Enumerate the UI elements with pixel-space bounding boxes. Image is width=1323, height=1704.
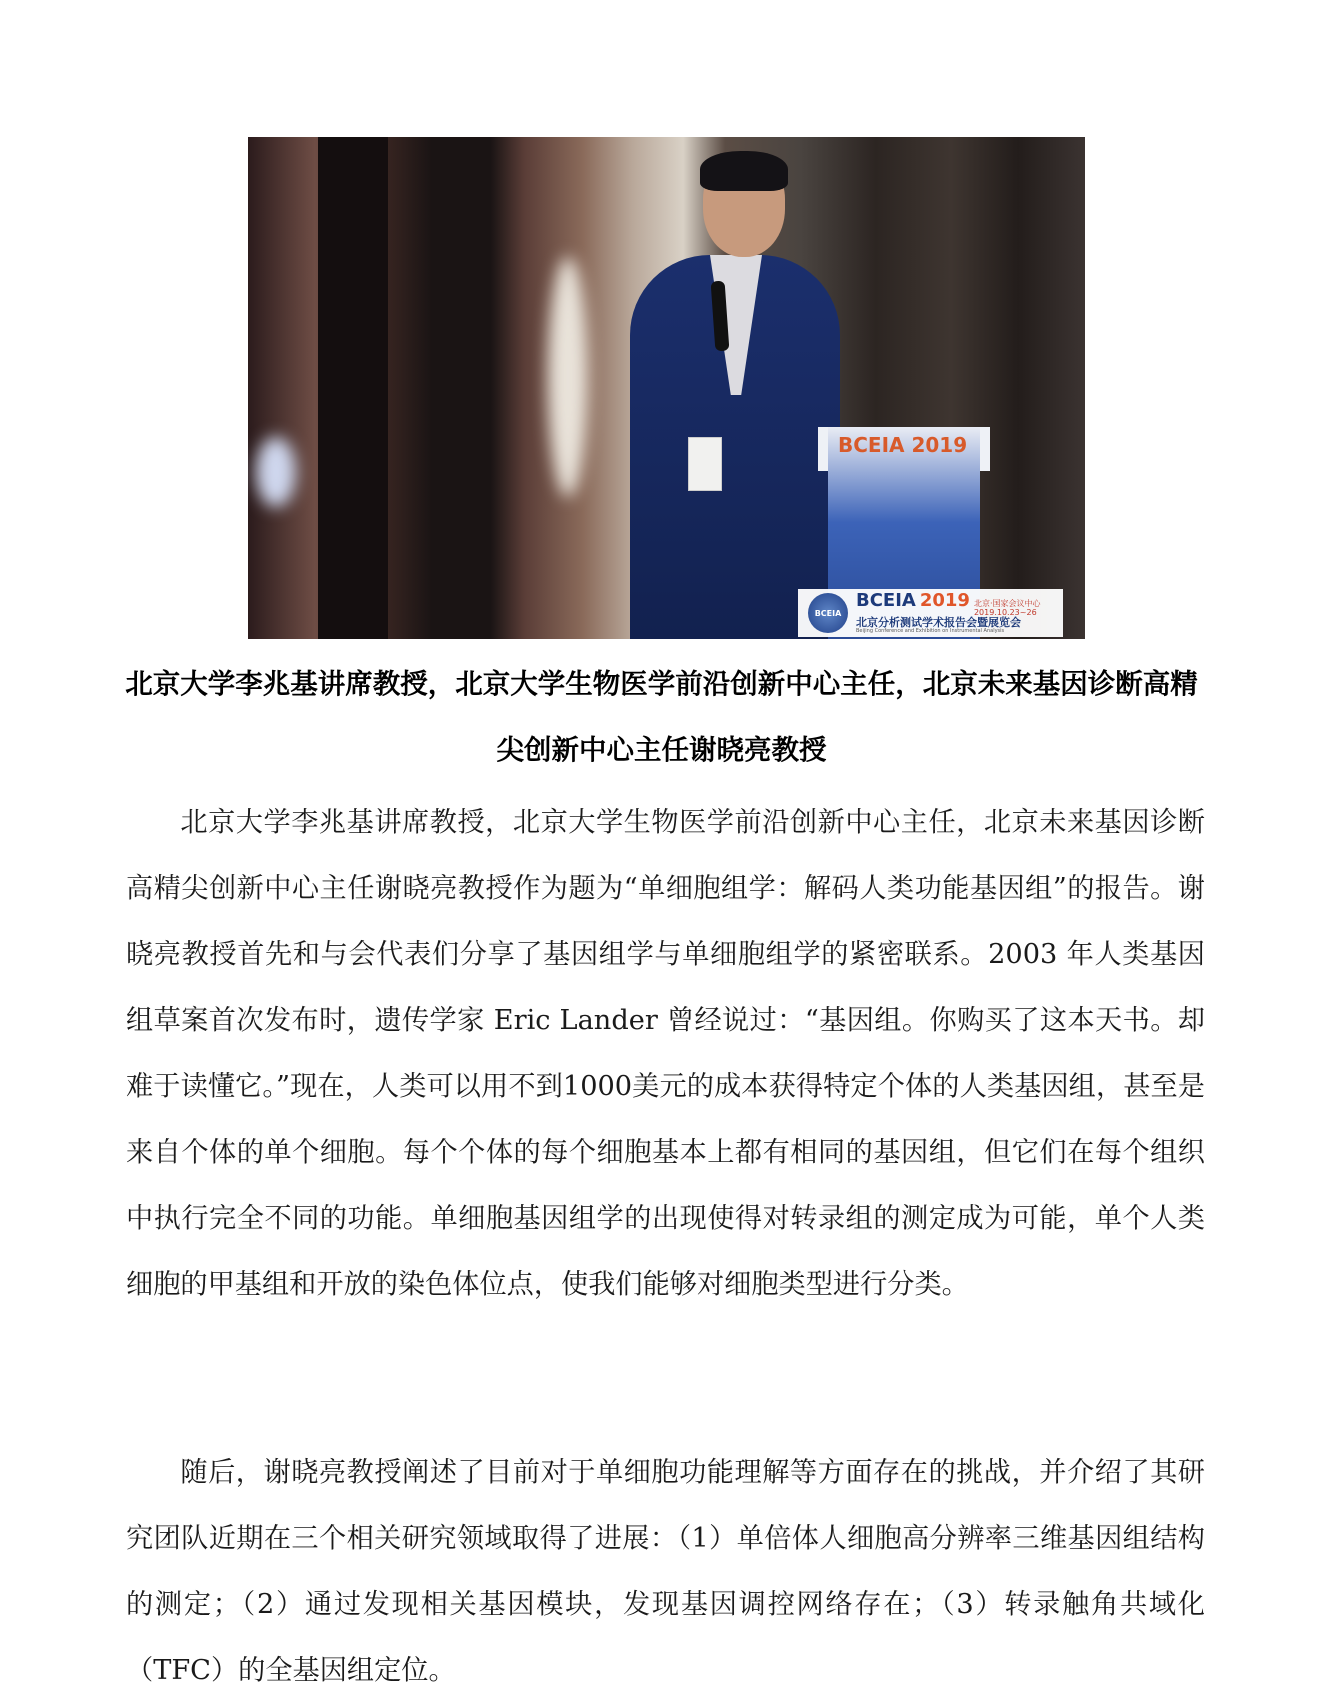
bceia-logo-icon: BCEIA (808, 593, 848, 633)
name-badge (688, 437, 722, 491)
logo-brand: BCEIA (856, 590, 916, 612)
logo-name-en: Beijing Conference and Exhibition on Instrumental Analysis (856, 627, 1005, 634)
logo-dates: 2019.10.23~26 (973, 607, 1037, 617)
speaker-photo (248, 137, 1085, 639)
light-glow (548, 257, 588, 497)
paragraph-2: 随后，谢晓亮教授阐述了目前对于单细胞功能理解等方面存在的挑战，并介绍了其研究团队近期在三个相关研究领域取得了进展：（1）单倍体人细胞高分辨率三维基因组结构的测定；（2）通过发现相关基因模块，发现基因调控网络存在；（3）转录触角共域化（TFC）的全基因组定位。 (126, 1457, 1205, 1686)
logo-name-cn: 北京分析测试学术报告会暨展览会 (856, 615, 1021, 629)
logo-venue: 北京·国家会议中心 (973, 599, 1041, 609)
bceia-logo (798, 589, 1063, 637)
paragraph-1: 北京大学李兆基讲席教授，北京大学生物医学前沿创新中心主任，北京未来基因诊断高精尖创新中心主任谢晓亮教授作为题为“单细胞组学：解码人类功能基因组”的报告。谢晓亮教授首先和与会代表们分享了基因组学与单细胞组学的紧密联系。2003 年人类基因组草案首次发布时，遗传学家 Eric Lander 曾经说过：“基因组。你购买了这本天书。却难于读懂它。”现在，人类可以用不到1000美元的成本获得特定个体的人类基因组，甚至是来自个体的单个细胞。每个个体的每个细胞基本上都有相同的基因组，但它们在每个组织中执行完全不同的功能。单细胞基因组学的出现使得对转录组的测定成为可能，单个人类细胞的甲基组和开放的染色体位点，使我们能够对细胞类型进行分类。 (126, 807, 1205, 1300)
podium-banner-text: BCEIA 2019 (838, 433, 968, 457)
speaker-hair (700, 151, 788, 191)
marble-pillar-left (318, 137, 388, 639)
photo-caption: 北京大学李兆基讲席教授，北京大学生物医学前沿创新中心主任，北京未来基因诊断高精尖创新中心主任谢晓亮教授 (125, 668, 1198, 766)
logo-year: 2019 (919, 590, 970, 612)
light-glow (256, 437, 296, 507)
